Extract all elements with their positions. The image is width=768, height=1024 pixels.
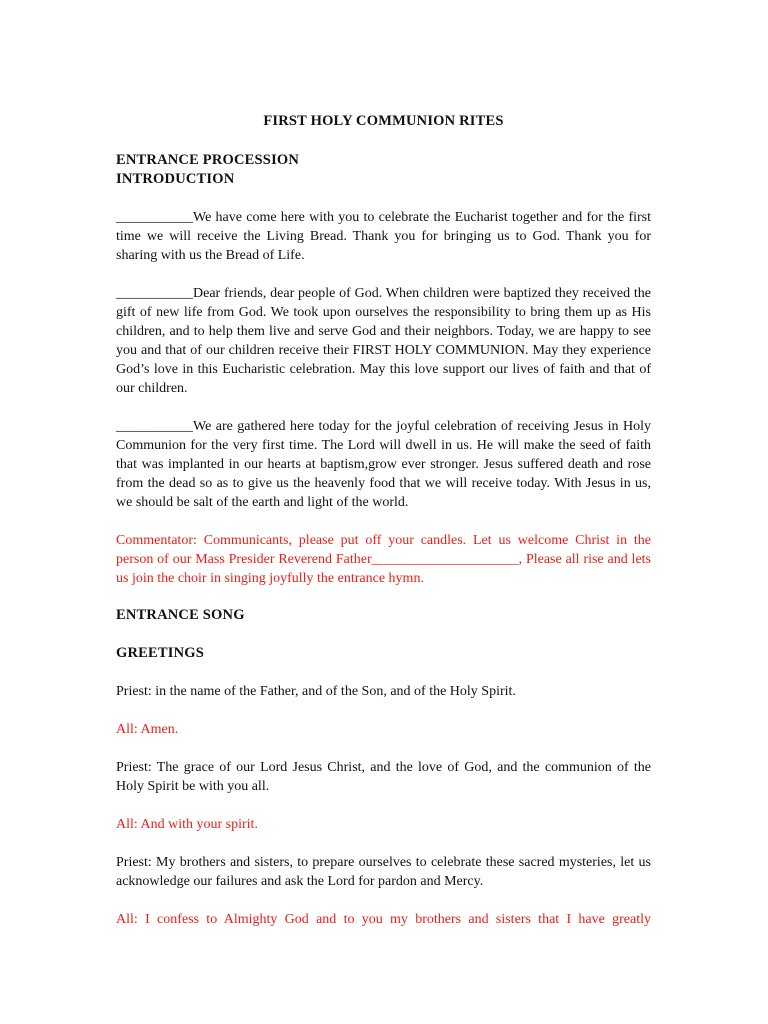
all-response-2: All: And with your spirit.	[116, 817, 258, 832]
priest-line-1: Priest: in the name of the Father, and of the Son, and of the Holy Spirit.	[116, 684, 516, 699]
intro-paragraph-2: ___________Dear friends, dear people of God. When children were baptized they received the gift of new life from God. We took upon ourselves the responsibility to bring them up as His children, and to help them live and serve God and their neighbors. Today, we are happy to see you and that of our children receive their FIRST HOLY COMMUNION. May they experience God’s love in this Eucharistic celebration. May this love support our lives of faith and that of our children.	[116, 286, 651, 396]
heading-greetings: GREETINGS	[116, 645, 205, 661]
commentator-paragraph: Commentator: Communicants, please put off your candles. Let us welcome Christ in the person of our Mass Presider Reverend Father_____________________, Please all rise and lets us join the choir in singing joyfully the entrance hymn.	[116, 533, 651, 586]
heading-entrance-song: ENTRANCE SONG	[116, 607, 245, 623]
priest-line-3: Priest: My brothers and sisters, to prepare ourselves to celebrate these sacred mysteries, let us acknowledge our failures and ask the Lord for pardon and Mercy.	[116, 855, 651, 889]
heading-entrance-procession: ENTRANCE PROCESSION	[116, 152, 300, 168]
all-response-1: All: Amen.	[116, 722, 179, 737]
intro-paragraph-1: ___________We have come here with you to celebrate the Eucharist together and for the first time we will receive the Living Bread. Thank you for bringing us to God. Thank you for sharing with us the Bread of Life.	[116, 210, 651, 263]
page-title: FIRST HOLY COMMUNION RITES	[263, 113, 504, 129]
priest-line-2: Priest: The grace of our Lord Jesus Christ, and the love of God, and the communion of the Holy Spirit be with you all.	[116, 760, 651, 794]
all-response-3: All: I confess to Almighty God and to you my brothers and sisters that I have greatly	[116, 912, 651, 927]
heading-introduction: INTRODUCTION	[116, 171, 235, 187]
intro-paragraph-3: ___________We are gathered here today for the joyful celebration of receiving Jesus in Holy Communion for the very first time. The Lord will dwell in us. He will make the seed of faith that was implanted in our hearts at baptism,grow ever stronger. Jesus suffered death and rose from the dead so as to give us the heavenly food that we will receive today. With Jesus in us, we should be salt of the earth and light of the world.	[116, 419, 651, 510]
